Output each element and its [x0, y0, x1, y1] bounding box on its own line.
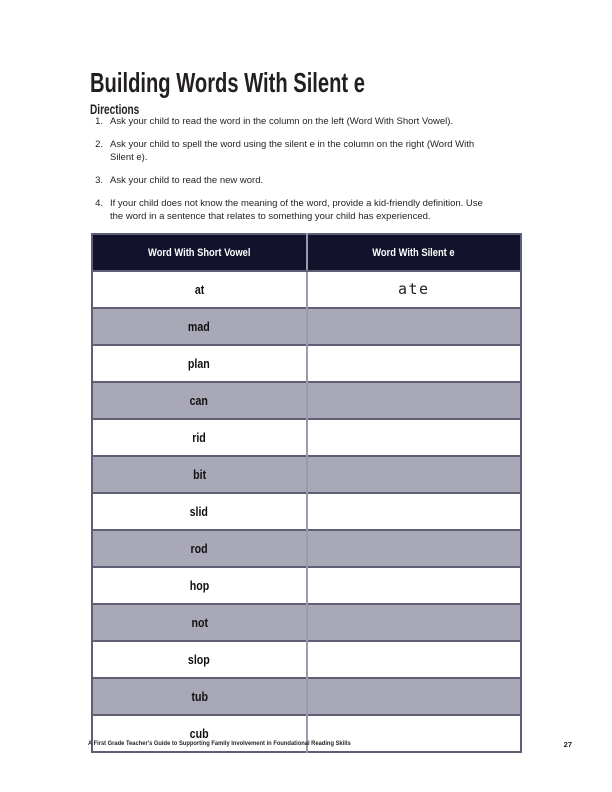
directions-item [90, 174, 492, 187]
short-vowel-cell [92, 419, 307, 456]
short-vowel-cell [92, 678, 307, 715]
item-number: 3. [95, 175, 103, 186]
short-vowel-cell [92, 530, 307, 567]
silent-e-cell [307, 271, 522, 308]
table-row [92, 604, 521, 641]
table-row [92, 419, 521, 456]
item-text: Ask your child to read the word in the column on the left (Word With Short Vowel). [110, 116, 454, 127]
silent-e-cell [307, 604, 522, 641]
item-number: 4. [95, 198, 103, 209]
silent-e-cell [307, 530, 522, 567]
silent-e-cell [307, 641, 522, 678]
page-number: 27 [563, 740, 572, 749]
short-vowel-word: mad [188, 319, 211, 334]
short-vowel-word: plan [188, 356, 211, 371]
table-row [92, 567, 521, 604]
table-row [92, 345, 521, 382]
silent-e-cell [307, 493, 522, 530]
silent-e-cell [307, 382, 522, 419]
short-vowel-cell [92, 493, 307, 530]
table-row [92, 678, 521, 715]
item-number: 1. [95, 116, 103, 127]
short-vowel-cell [92, 382, 307, 419]
short-vowel-word: cub [189, 726, 209, 741]
header-short-vowel-text: Word With Short Vowel [148, 246, 251, 259]
short-vowel-cell [92, 345, 307, 382]
short-vowel-word: rod [190, 541, 208, 556]
silent-e-cell [307, 308, 522, 345]
short-vowel-word: not [190, 615, 208, 630]
footer [88, 741, 572, 749]
words-table-head [92, 234, 521, 271]
item-text: Ask your child to read the new word. [110, 175, 264, 186]
header-silent-e [307, 234, 522, 271]
item-text: Ask your child to spell the word using the silent e in the column on the right (Word With Silent e). [110, 139, 475, 163]
short-vowel-cell [92, 641, 307, 678]
short-vowel-cell [92, 604, 307, 641]
header-silent-e-text: Word With Silent e [372, 246, 455, 259]
silent-e-cell [307, 567, 522, 604]
footer-text-inner: A First Grade Teacher's Guide to Supporting Family Involvement in Foundational Reading Skills [88, 740, 351, 747]
footer-text [88, 741, 397, 748]
short-vowel-word: can [190, 393, 209, 408]
handwritten-answer: ate [397, 280, 430, 298]
short-vowel-word: slid [190, 504, 209, 519]
page-title [90, 66, 472, 98]
short-vowel-word: hop [189, 578, 209, 593]
directions-item [90, 138, 492, 164]
table-row [92, 456, 521, 493]
item-number: 2. [95, 139, 103, 150]
silent-e-cell [307, 345, 522, 382]
table-row [92, 308, 521, 345]
short-vowel-word: at [194, 282, 204, 297]
short-vowel-word: rid [192, 430, 207, 445]
directions-item [90, 197, 492, 223]
item-text: If your child does not know the meaning of the word, provide a kid-friendly definition. Use the word in a sentence that relates to something your child has experienced. [110, 198, 483, 222]
short-vowel-cell [92, 456, 307, 493]
directions-heading-text: Directions [90, 100, 140, 117]
table-header-row [92, 234, 521, 271]
words-table [91, 233, 522, 753]
directions-item [90, 115, 492, 128]
directions-list [90, 115, 492, 233]
table-row [92, 530, 521, 567]
table-row [92, 493, 521, 530]
short-vowel-word: slop [188, 652, 211, 667]
header-short-vowel [92, 234, 307, 271]
short-vowel-cell [92, 308, 307, 345]
table-row [92, 641, 521, 678]
table-row [92, 271, 521, 308]
table-row [92, 382, 521, 419]
silent-e-cell [307, 456, 522, 493]
short-vowel-cell [92, 271, 307, 308]
page-title-text: Building Words With Silent e [90, 66, 365, 98]
directions-heading [90, 102, 158, 116]
words-table-body [92, 271, 521, 752]
short-vowel-word: bit [192, 467, 206, 482]
short-vowel-word: tub [190, 689, 208, 704]
silent-e-cell [307, 678, 522, 715]
silent-e-cell [307, 419, 522, 456]
short-vowel-cell [92, 567, 307, 604]
